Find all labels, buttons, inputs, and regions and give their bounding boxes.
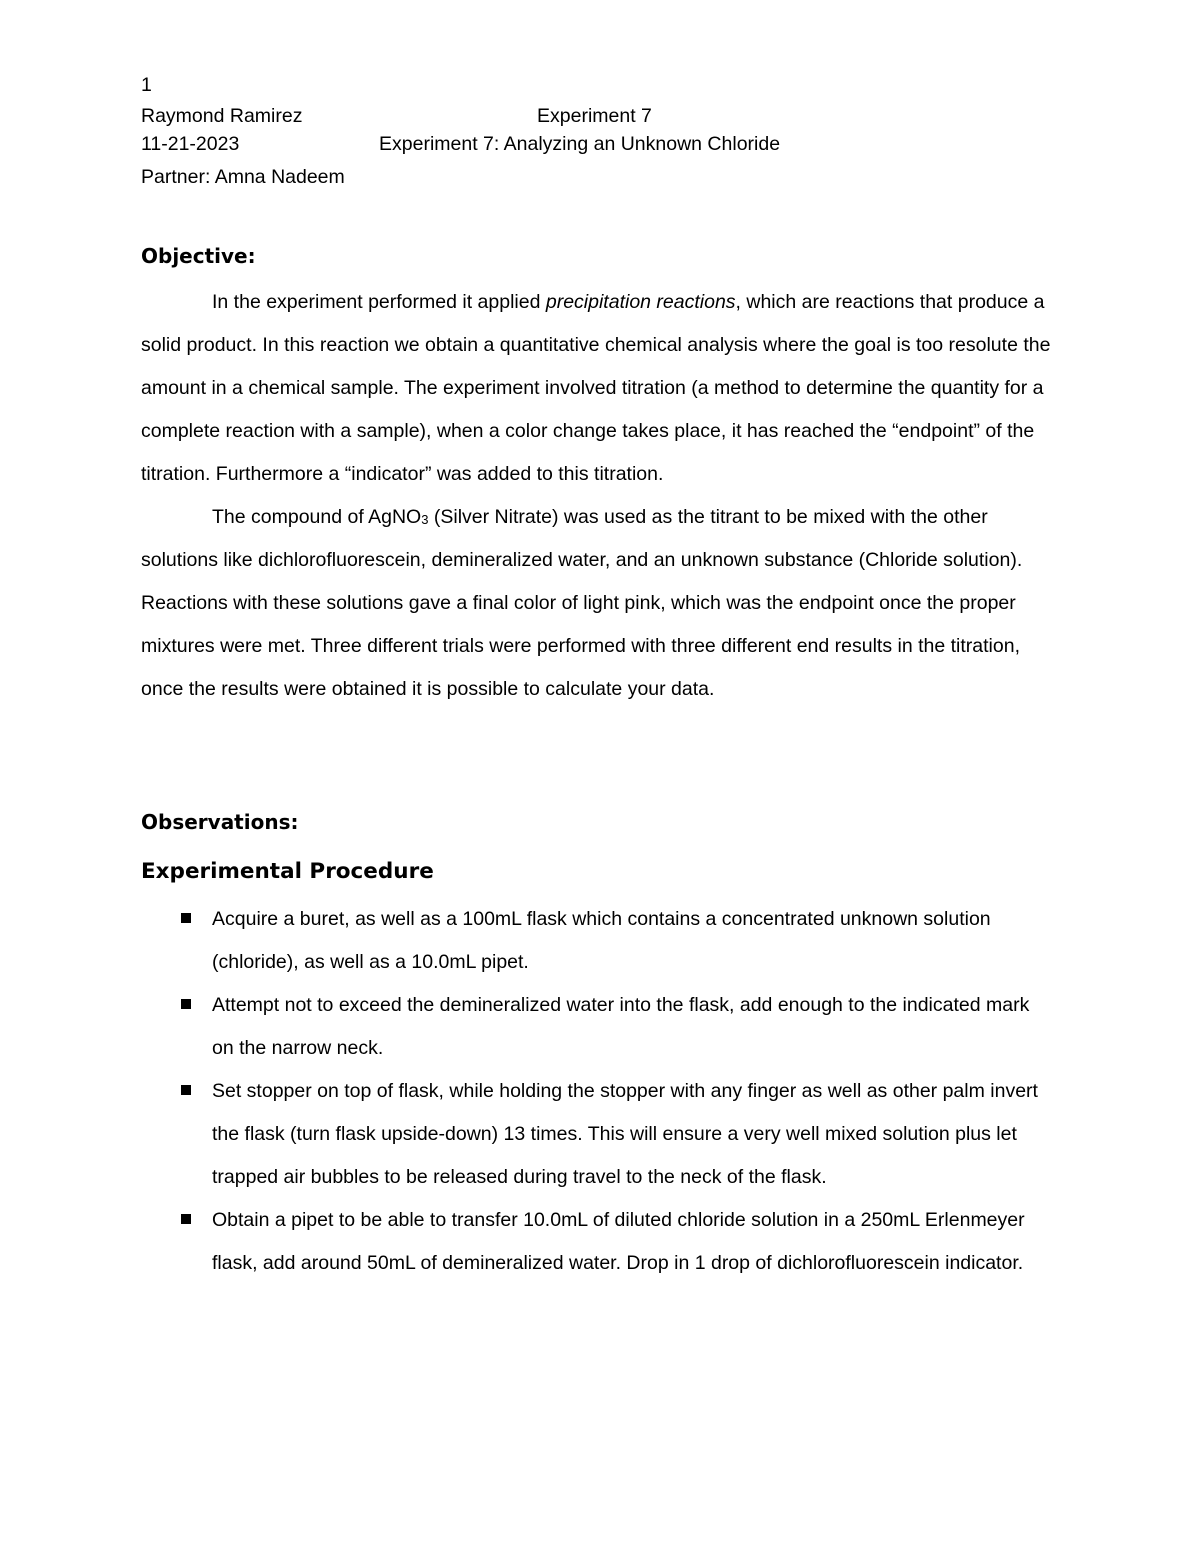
list-item <box>141 1070 1041 1199</box>
objective-body <box>141 281 1066 711</box>
square-bullet-icon <box>181 1085 191 1095</box>
author-name: Raymond Ramirez <box>141 105 303 127</box>
objective-heading: Objective: <box>141 244 256 268</box>
procedure-step-text: Obtain a pipet to be able to transfer 10.0mL of diluted chloride solution in a 250mL Erlenmeyer flask, add around 50mL of demineralized water. Drop in 1 drop of dichlorofluorescein indicator. <box>212 1209 1025 1274</box>
procedure-list <box>141 898 1041 1285</box>
page-number: 1 <box>141 74 152 96</box>
list-item <box>141 1199 1041 1285</box>
list-item <box>141 984 1041 1070</box>
objective-paragraph-2 <box>141 496 1066 711</box>
procedure-step-text: Acquire a buret, as well as a 100mL flask which contains a concentrated unknown solution (chloride), as well as a 10.0mL pipet. <box>212 908 991 973</box>
objective-p2-start: The compound of AgNO <box>212 506 422 528</box>
objective-p2-rest: (Silver Nitrate) was used as the titrant to be mixed with the other solutions like dichlorofluorescein, demineralized water, and an unknown substance (Chloride solution). Reactions with these solutions gave a final color of light pink, which was the endpoint once the proper mixtures were met. Three different trials were performed with three different end results in the titration, once the results were obtained it is possible to calculate your data. <box>141 506 1023 700</box>
procedure-step-text: Set stopper on top of flask, while holding the stopper with any finger as well as other palm invert the flask (turn flask upside-down) 13 times. This will ensure a very well mixed solution plus let trapped air bubbles to be released during travel to the neck of the flask. <box>212 1080 1038 1188</box>
objective-p1-emphasis: precipitation reactions <box>545 291 736 313</box>
list-item <box>141 898 1041 984</box>
report-date: 11-21-2023 <box>141 133 240 155</box>
report-title: Experiment 7: Analyzing an Unknown Chloride <box>379 133 781 155</box>
procedure-step-text: Attempt not to exceed the demineralized water into the flask, add enough to the indicated mark on the narrow neck. <box>212 994 1030 1059</box>
square-bullet-icon <box>181 913 191 923</box>
partner-name: Partner: Amna Nadeem <box>141 166 345 188</box>
square-bullet-icon <box>181 999 191 1009</box>
square-bullet-icon <box>181 1214 191 1224</box>
procedure-heading: Experimental Procedure <box>141 859 434 884</box>
objective-p1-rest: , which are reactions that produce a solid product. In this reaction we obtain a quantitative chemical analysis where the goal is too resolute the amount in a chemical sample. The experiment involved titration (a method to determine the quantity for a complete reaction with a sample), when a color change takes place, it has reached the “endpoint” of the titration. Furthermore a “indicator” was added to this titration. <box>141 291 1051 485</box>
objective-paragraph-1 <box>141 281 1066 496</box>
observations-heading: Observations: <box>141 810 299 834</box>
objective-p1-start: In the experiment performed it applied <box>212 291 546 313</box>
objective-p2-subscript: 3 <box>421 512 429 527</box>
experiment-label: Experiment 7 <box>537 105 652 127</box>
